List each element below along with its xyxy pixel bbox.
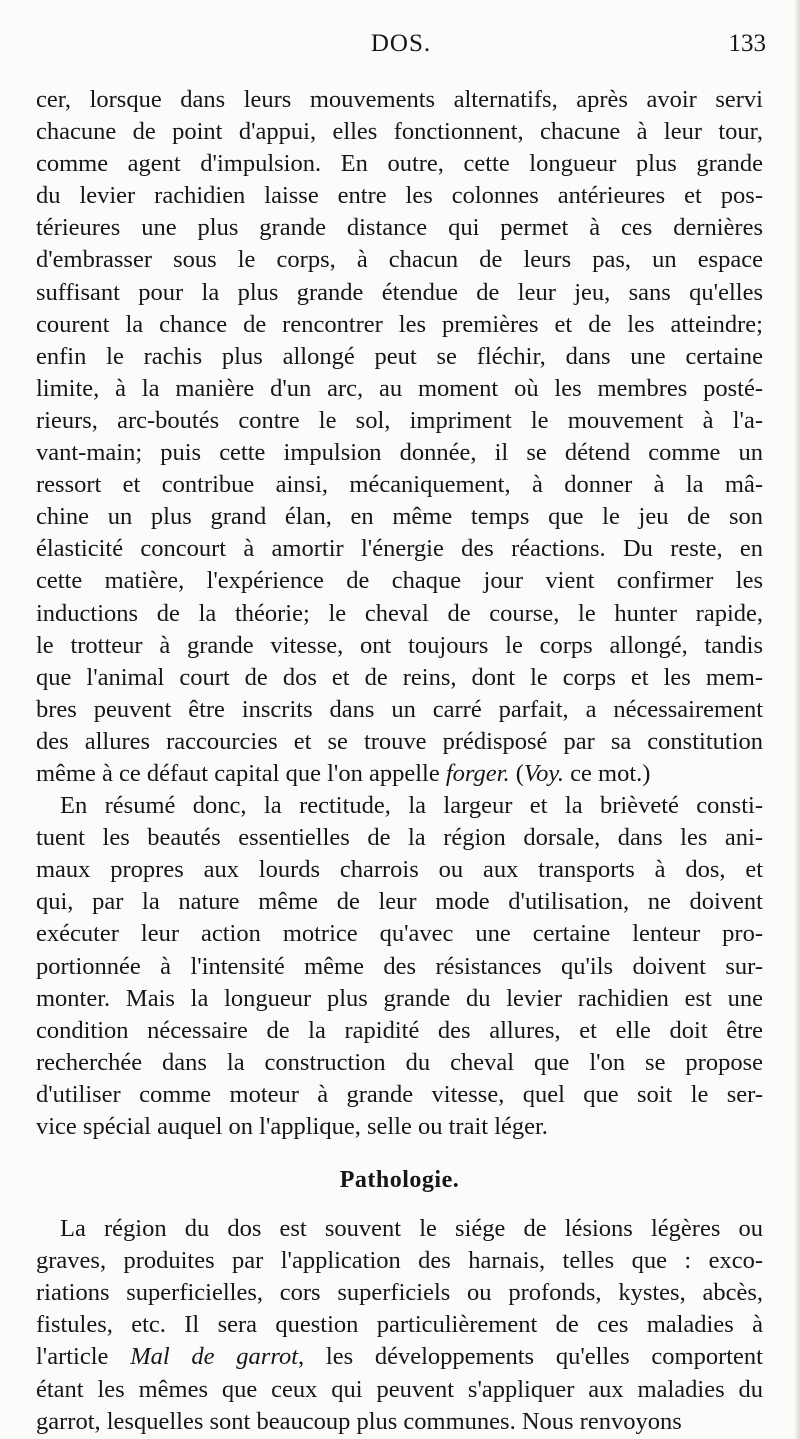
page-number: 133 [728,30,766,57]
text-line: d'embrasser sous le corps, à chacun de leurs pas, un espace [36,246,763,274]
text-line: En résumé donc, la rectitude, la largeur et la brièveté consti- [60,792,763,820]
text-line: riations superficielles, cors superficiels ou profonds, kystes, abcès, [36,1279,763,1307]
paragraph-2 [36,790,763,1143]
text-line: vant-main; puis cette impulsion donnée, il se détend comme un [36,439,763,467]
text-line: d'utiliser comme moteur à grande vitesse, quel que soit le ser- [36,1080,763,1108]
text-line: ressort et contribue ainsi, mécaniquement, à donner à la mâ- [36,471,763,499]
text-line: inductions de la théorie; le cheval de course, le hunter rapide, [36,599,763,627]
text-line: du levier rachidien laisse entre les colonnes antérieures et pos- [36,182,763,210]
text-line: recherchée dans la construction du cheval que l'on se propose [36,1048,763,1076]
text-line: élasticité concourt à amortir l'énergie des réactions. Du reste, en [36,535,763,563]
text-line: cette matière, l'expérience de chaque jour vient confirmer les [36,567,763,595]
text-line: graves, produites par l'application des harnais, telles que : exco- [36,1247,763,1275]
text-line: des allures raccourcies et se trouve prédisposé par sa constitution [36,727,763,755]
text-line: vice spécial auquel on l'applique, selle ou trait léger. [36,1113,548,1140]
text-line: tuent les beautés essentielles de la région dorsale, dans les ani- [36,824,763,852]
text-line: maux propres aux lourds charrois ou aux transports à dos, et [36,856,763,884]
paragraph-pathology [36,1213,763,1438]
text-line: térieures une plus grande distance qui permet à ces dernières [36,214,763,242]
text-line: La région du dos est souvent le siége de lésions légères ou [60,1215,763,1243]
text-line: rieurs, arc-boutés contre le sol, impriment le mouvement à l'a- [36,406,763,434]
text-line: garrot, lesquelles sont beaucoup plus communes. Nous renvoyons [36,1407,682,1435]
text-line: bres peuvent être inscrits dans un carré parfait, a nécessairement [36,695,763,723]
text-line: condition nécessaire de la rapidité des allures, et elle doit être [36,1016,763,1044]
text-line: que l'animal court de dos et de reins, dont le corps et les mem- [36,663,763,691]
text-line: limite, à la manière d'un arc, au moment où les membres posté- [36,374,763,402]
text-line: chacune de point d'appui, elles fonctionnent, chacune à leur tour, [36,118,763,146]
page-edge-shadow [794,0,800,1439]
section-heading: Pathologie. [339,1167,460,1194]
body-text [36,84,763,1438]
text-line: enfin le rachis plus allongé peut se fléchir, dans une certaine [36,342,763,370]
text-line: courent la chance de rencontrer les premières et de les atteindre; [36,310,763,338]
text-line: suffisant pour la plus grande étendue de leur jeu, sans qu'elles [36,278,763,306]
running-head [36,28,766,64]
text-line: fistules, etc. Il sera question particulièrement de ces maladies à [36,1311,763,1339]
text-line: l'article Mal de garrot, les développements qu'elles comportent [36,1343,763,1371]
text-line: comme agent d'impulsion. En outre, cette longueur plus grande [36,150,763,178]
text-line: chine un plus grand élan, en même temps que le jeu de son [36,503,763,531]
running-title: DOS. [370,30,432,57]
paragraph-1 [36,84,763,790]
text-line: qui, par la nature même de leur mode d'utilisation, ne doivent [36,888,763,916]
text-line: monter. Mais la longueur plus grande du levier rachidien est une [36,984,763,1012]
text-line: portionnée à l'intensité même des résistances qu'ils doivent sur- [36,952,763,980]
text-line: le trotteur à grande vitesse, ont toujours le corps allongé, tandis [36,631,763,659]
text-line: cer, lorsque dans leurs mouvements alternatifs, après avoir servi [36,86,763,113]
text-line: même à ce défaut capital que l'on appelle forger. (Voy. ce mot.) [36,759,651,787]
text-line: étant les mêmes que ceux qui peuvent s'appliquer aux maladies du [36,1375,763,1403]
text-line: exécuter leur action motrice qu'avec une certaine lenteur pro- [36,920,763,948]
